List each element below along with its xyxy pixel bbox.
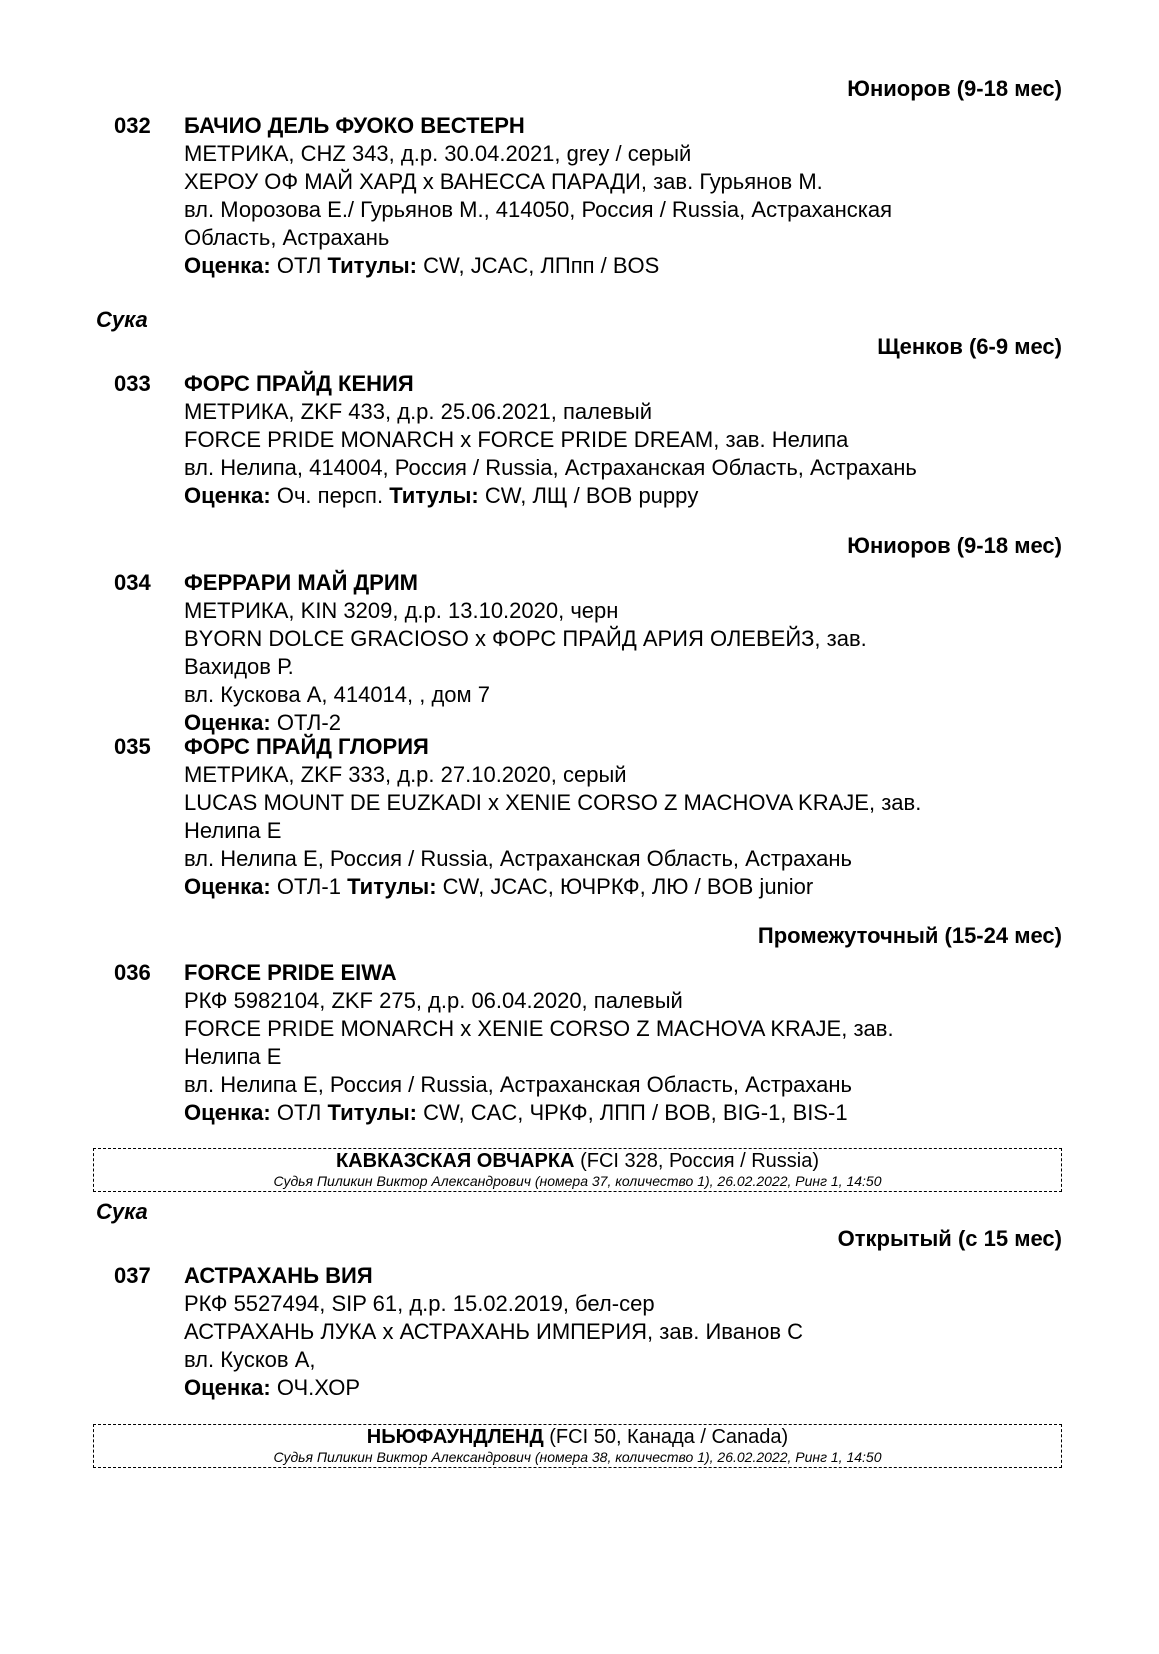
judge-line: Судья Пиликин Виктор Александрович (номера 38, количество 1), 26.02.2022, Ринг 1, 14:50 xyxy=(273,1449,882,1465)
entry-line: ХЕРОУ ОФ МАЙ ХАРД x ВАНЕССА ПАРАДИ, зав. Гурьянов М. xyxy=(184,169,823,194)
rating-line xyxy=(184,252,1074,280)
entry-line: АСТРАХАНЬ ЛУКА x АСТРАХАНЬ ИМПЕРИЯ, зав. Иванов С xyxy=(184,1319,804,1344)
entry-line: вл. Кускова А, 414014, , дом 7 xyxy=(184,682,491,707)
entry-line: РКФ 5527494, SIP 61, д.р. 15.02.2019, бел-сер xyxy=(184,1291,655,1316)
sex-heading: Сука xyxy=(96,307,148,332)
titles-value: CW, ЛЩ / BOB puppy xyxy=(484,483,699,508)
titles-label: Титулы: xyxy=(347,874,437,899)
breed-name: КАВКАЗСКАЯ ОВЧАРКА xyxy=(335,1150,575,1172)
breed-name: НЬЮФАУНДЛЕНД xyxy=(366,1426,544,1448)
rating-value: ОТЛ xyxy=(276,253,322,278)
entry-line: Нелипа Е xyxy=(184,1044,282,1069)
dog-entry xyxy=(114,370,1074,510)
rating-line xyxy=(184,1099,1074,1127)
entry-line: LUCAS MOUNT DE EUZKADI x XENIE CORSO Z MACHOVA KRAJE, зав. xyxy=(184,790,922,815)
sex-heading: Сука xyxy=(96,1199,148,1224)
dog-entry xyxy=(114,959,1074,1127)
dog-name: АСТРАХАНЬ ВИЯ xyxy=(184,1263,373,1288)
entry-line: вл. Нелипа Е, Россия / Russia, Астраханская Область, Астрахань xyxy=(184,846,852,871)
judge-line: Судья Пиликин Виктор Александрович (номера 37, количество 1), 26.02.2022, Ринг 1, 14:50 xyxy=(273,1173,882,1189)
titles-label: Титулы: xyxy=(327,253,417,278)
entry-number: 037 xyxy=(114,1263,151,1288)
entry-number: 036 xyxy=(114,960,151,985)
rating-line xyxy=(184,1374,1074,1402)
entry-line: FORCE PRIDE MONARCH x XENIE CORSO Z MACHOVA KRAJE, зав. xyxy=(184,1016,894,1041)
rating-value: ОТЛ-2 xyxy=(276,710,341,735)
entry-line: вл. Морозова Е./ Гурьянов М., 414050, Россия / Russia, Астраханская xyxy=(184,197,893,222)
entry-line: МЕТРИКА, ZKF 433, д.р. 25.06.2021, палевый xyxy=(184,399,652,424)
titles-value: CW, JCAC, ЛПпп / BOS xyxy=(423,253,660,278)
rating-value: ОТЛ-1 xyxy=(276,874,341,899)
dog-name: БАЧИО ДЕЛЬ ФУОКО ВЕСТЕРН xyxy=(184,113,525,138)
entry-line: FORCE PRIDE MONARCH x FORCE PRIDE DREAM, зав. Нелипа xyxy=(184,427,849,452)
class-heading: Юниоров (9-18 мес) xyxy=(847,533,1062,558)
rating-label: Оценка: xyxy=(184,483,271,508)
dog-name: ФЕРРАРИ МАЙ ДРИМ xyxy=(184,570,418,595)
entry-line: вл. Кусков А, xyxy=(184,1347,316,1372)
breed-info: (FCI 328, Россия / Russia) xyxy=(580,1150,820,1172)
dog-name: ФОРС ПРАЙД ГЛОРИЯ xyxy=(184,734,429,759)
entry-number: 033 xyxy=(114,371,151,396)
entry-line: Область, Астрахань xyxy=(184,225,390,250)
breed-header xyxy=(93,1148,1062,1192)
class-heading: Щенков (6-9 мес) xyxy=(877,334,1062,359)
entry-line: BYORN DOLCE GRACIOSO x ФОРС ПРАЙД АРИЯ ОЛЕВЕЙЗ, зав. xyxy=(184,626,867,651)
class-heading: Открытый (с 15 мес) xyxy=(837,1226,1062,1251)
entry-line: Вахидов Р. xyxy=(184,654,294,679)
dog-name: FORCE PRIDE EIWA xyxy=(184,960,397,985)
breed-title-line xyxy=(94,1426,1061,1448)
titles-value: CW, JCAC, ЮЧРКФ, ЛЮ / BOB junior xyxy=(442,874,814,899)
dog-entry xyxy=(114,1262,1074,1402)
class-heading: Промежуточный (15-24 мес) xyxy=(757,923,1062,948)
dog-entry xyxy=(114,733,1074,901)
rating-value: ОЧ.ХОР xyxy=(276,1375,360,1400)
titles-label: Титулы: xyxy=(389,483,479,508)
entry-number: 032 xyxy=(114,113,151,138)
rating-label: Оценка: xyxy=(184,1100,271,1125)
entry-line: МЕТРИКА, CHZ 343, д.р. 30.04.2021, grey / серый xyxy=(184,141,692,166)
dog-name: ФОРС ПРАЙД КЕНИЯ xyxy=(184,371,414,396)
entry-body xyxy=(184,112,1074,280)
entry-body xyxy=(184,959,1074,1127)
rating-value: Оч. персп. xyxy=(276,483,384,508)
entry-line: РКФ 5982104, ZKF 275, д.р. 06.04.2020, палевый xyxy=(184,988,683,1013)
rating-label: Оценка: xyxy=(184,874,271,899)
rating-value: ОТЛ xyxy=(276,1100,322,1125)
entry-body xyxy=(184,733,1074,901)
entry-line: вл. Нелипа Е, Россия / Russia, Астраханская Область, Астрахань xyxy=(184,1072,852,1097)
entry-body xyxy=(184,569,1074,737)
rating-label: Оценка: xyxy=(184,710,271,735)
entry-line: Нелипа Е xyxy=(184,818,282,843)
entry-line: вл. Нелипа, 414004, Россия / Russia, Астраханская Область, Астрахань xyxy=(184,455,917,480)
titles-value: CW, CAC, ЧРКФ, ЛПП / BOB, BIG-1, BIS-1 xyxy=(423,1100,848,1125)
breed-header xyxy=(93,1424,1062,1468)
titles-label: Титулы: xyxy=(327,1100,417,1125)
entry-body xyxy=(184,1262,1074,1402)
entry-number: 034 xyxy=(114,570,151,595)
dog-entry xyxy=(114,569,1074,737)
entry-line: МЕТРИКА, KIN 3209, д.р. 13.10.2020, черн xyxy=(184,598,619,623)
entry-body xyxy=(184,370,1074,510)
breed-title-line xyxy=(94,1150,1061,1172)
entry-line: МЕТРИКА, ZKF 333, д.р. 27.10.2020, серый xyxy=(184,762,627,787)
class-heading: Юниоров (9-18 мес) xyxy=(847,76,1062,101)
rating-label: Оценка: xyxy=(184,253,271,278)
breed-info: (FCI 50, Канада / Canada) xyxy=(549,1426,789,1448)
rating-label: Оценка: xyxy=(184,1375,271,1400)
dog-entry xyxy=(114,112,1074,280)
rating-line xyxy=(184,482,1074,510)
rating-line xyxy=(184,873,1074,901)
entry-number: 035 xyxy=(114,734,151,759)
